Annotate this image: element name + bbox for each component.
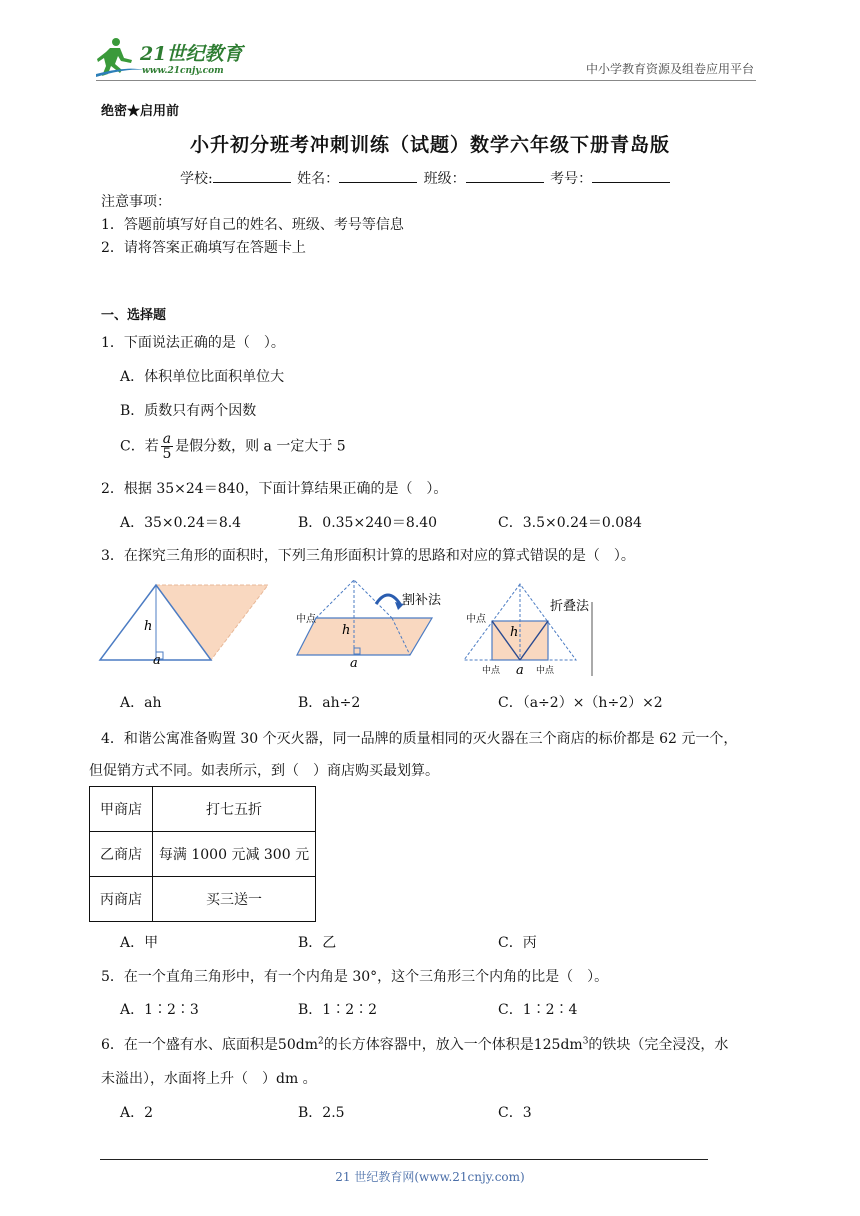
question-6-line-1 [101, 1034, 728, 1054]
table-row [90, 877, 316, 922]
logo-url: www.21cnjy.com [142, 66, 224, 76]
fraction [161, 432, 173, 461]
table-cell: 丙商店 [90, 877, 153, 922]
base-label: a [516, 663, 524, 678]
table-cell: 乙商店 [90, 832, 153, 877]
height-label: h [342, 623, 351, 638]
q5-option-c: C．1∶2∶4 [498, 1002, 578, 1018]
q1-option-c-prefix: C．若 [120, 438, 159, 455]
area-exponent: 2 [317, 1036, 324, 1047]
section-title: 一、选择题 [101, 308, 167, 323]
school-label: 学校: [180, 171, 213, 187]
q6-option-a: A．2 [120, 1105, 154, 1121]
shop-table [89, 786, 316, 922]
note-item: 2．请将答案正确填写在答题卡上 [101, 240, 306, 256]
volume-exponent: 3 [582, 1036, 589, 1047]
q4-option-c: C．丙 [498, 935, 537, 951]
fold-label: 折叠法 [550, 599, 590, 614]
figure-c [464, 582, 604, 684]
figure-a [98, 580, 273, 670]
platform-name: 中小学教育资源及组卷应用平台 [585, 62, 754, 76]
table-cell: 每满 1000 元减 300 元 [153, 832, 316, 877]
question-3: 3．在探究三角形的面积时，下列三角形面积计算的思路和对应的算式错误的是（ ）。 [101, 548, 635, 564]
question-4-line-2: 但促销方式不同。如表所示，到（ ）商店购买最划算。 [89, 763, 439, 779]
number-blank [592, 169, 670, 183]
logo-text: 21世纪教育 [140, 43, 243, 65]
table-cell: 打七五折 [153, 787, 316, 832]
table-cell: 买三送一 [153, 877, 316, 922]
q2-option-b: B．0.35×240＝8.40 [298, 515, 438, 531]
name-blank [339, 169, 417, 183]
question-1: 1．下面说法正确的是（ ）。 [101, 335, 285, 351]
q2-option-c: C．3.5×0.24＝0.084 [498, 515, 642, 531]
student-info-line [180, 168, 672, 188]
secret-label: 绝密★启用前 [101, 104, 180, 119]
midpoint-label: 中点 [536, 666, 555, 676]
q6-text-c: 的铁块（完全浸没，水 [588, 1037, 729, 1053]
q3-option-b: B．ah÷2 [298, 695, 361, 711]
figure-b [292, 578, 442, 674]
table-cell: 甲商店 [90, 787, 153, 832]
q1-option-a: A．体积单位比面积单位大 [120, 369, 285, 385]
table-row [90, 832, 316, 877]
midpoint-label: 中点 [482, 666, 501, 676]
number-label: 考号： [550, 171, 593, 187]
q6-text-a: 6．在一个盛有水、底面积是 [101, 1037, 278, 1053]
q2-option-a: A．35×0.24＝8.4 [120, 515, 242, 531]
base-label: a [350, 656, 358, 670]
cut-fill-label: 割补法 [402, 593, 442, 608]
height-label: h [510, 625, 519, 640]
q3-option-a: A．ah [120, 695, 162, 711]
q1-option-c [120, 432, 346, 461]
table-row [90, 787, 316, 832]
q1-option-b: B．质数只有两个因数 [120, 403, 257, 419]
q6-option-b: B．2.5 [298, 1105, 345, 1121]
question-4-line-1: 4．和谐公寓准备购置 30 个灭火器，同一品牌的质量相同的灭火器在三个商店的标价都是 62 元一个， [101, 731, 738, 747]
q1-option-c-suffix: 是假分数，则 a 一定大于 5 [175, 438, 346, 455]
question-2: 2．根据 35×24＝840，下面计算结果正确的是（ ）。 [101, 481, 448, 497]
site-logo [96, 36, 266, 80]
question-5: 5．在一个直角三角形中，有一个内角是 30°，这个三角形三个内角的比是（ ）。 [101, 969, 609, 985]
q6-option-c: C．3 [498, 1105, 532, 1121]
class-blank [466, 169, 544, 183]
q5-option-b: B．1∶2∶2 [298, 1002, 378, 1018]
fraction-numerator: a [162, 431, 172, 447]
volume-value: 125dm [533, 1037, 583, 1053]
footer-divider [100, 1159, 708, 1160]
school-blank [213, 169, 291, 183]
class-label: 班级： [423, 171, 466, 187]
question-6-line-2: 未溢出），水面将上升（ ）dm 。 [101, 1071, 317, 1087]
name-label: 姓名： [297, 171, 340, 187]
footer-text[interactable]: 21 世纪教育网(www.21cnjy.com) [335, 1170, 525, 1184]
runner-logo-icon [96, 38, 144, 77]
area-value: 50dm [277, 1037, 318, 1053]
q4-option-b: B．乙 [298, 935, 337, 951]
midpoint-label: 中点 [466, 614, 486, 625]
fraction-denominator: 5 [162, 446, 172, 462]
notes-title: 注意事项： [101, 194, 171, 210]
q4-option-a: A．甲 [120, 935, 159, 951]
base-label: a [153, 653, 161, 666]
height-label: h [144, 619, 153, 634]
header-divider [96, 80, 756, 81]
q5-option-a: A．1∶2∶3 [120, 1002, 199, 1018]
q6-text-b: 的长方体容器中，放入一个体积是 [323, 1037, 534, 1053]
page-title: 小升初分班考冲刺训练（试题）数学六年级下册青岛版 [189, 134, 670, 156]
q3-option-c: C．（a÷2）×（h÷2）×2 [498, 695, 663, 711]
midpoint-label: 中点 [296, 614, 316, 625]
note-item: 1．答题前填写好自己的姓名、班级、考号等信息 [101, 217, 404, 233]
